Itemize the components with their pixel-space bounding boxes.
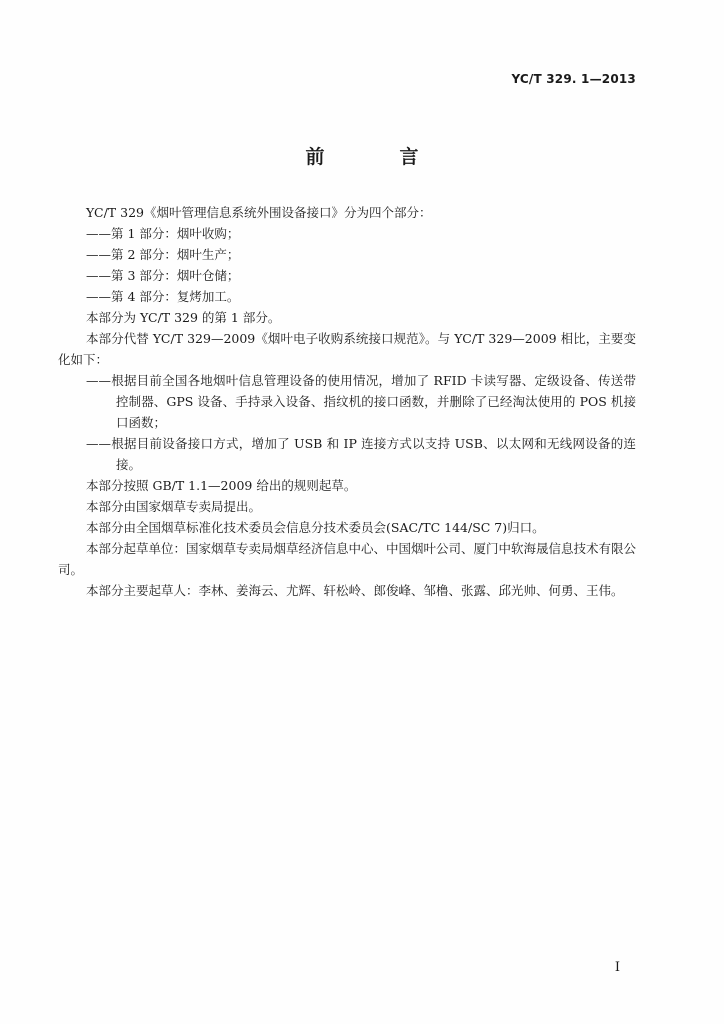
intro-paragraph: YC/T 329《烟叶管理信息系统外围设备接口》分为四个部分： [86, 205, 432, 220]
drafters-paragraph: 本部分主要起草人：李林、姜海云、尤辉、轩松岭、郎俊峰、邹橹、张露、邱光帅、何勇、王伟。 [86, 583, 624, 598]
foreword-body [58, 202, 636, 601]
list-item-part-4: ——第 4 部分：复烤加工。 [86, 289, 240, 304]
drafting-units-paragraph: 本部分起草单位：国家烟草专卖局烟草经济信息中心、中国烟叶公司、厦门中软海晟信息技术有限公司。 [58, 541, 637, 577]
proposed-by-paragraph: 本部分由国家烟草专卖局提出。 [86, 499, 262, 514]
change-item-1: ——根据目前全国各地烟叶信息管理设备的使用情况，增加了 RFID 卡读写器、定级设备、传送带控制器、GPS 设备、手持录入设备、指纹机的接口函数，并删除了已经淘汰使用的 POS 机接口函数； [86, 373, 636, 430]
centralized-by-paragraph: 本部分由全国烟草标准化技术委员会信息分技术委员会(SAC/TC 144/SC 7)归口。 [86, 520, 545, 535]
list-item-part-1: ——第 1 部分：烟叶收购； [86, 226, 240, 241]
this-part-paragraph: 本部分为 YC/T 329 的第 1 部分。 [86, 310, 281, 325]
page-title: 前 言 [305, 146, 447, 168]
page-number: I [614, 960, 620, 975]
change-item-2: ——根据目前设备接口方式，增加了 USB 和 IP 连接方式以支持 USB、以太网和无线网设备的连接。 [86, 436, 636, 472]
replaces-paragraph: 本部分代替 YC/T 329—2009《烟叶电子收购系统接口规范》。与 YC/T 329—2009 相比，主要变化如下： [58, 331, 636, 367]
standard-code: YC/T 329. 1—2013 [511, 72, 636, 86]
list-item-part-3: ——第 3 部分：烟叶仓储； [86, 268, 240, 283]
list-item-part-2: ——第 2 部分：烟叶生产； [86, 247, 240, 262]
drafting-rules-paragraph: 本部分按照 GB/T 1.1—2009 给出的规则起草。 [86, 478, 357, 493]
